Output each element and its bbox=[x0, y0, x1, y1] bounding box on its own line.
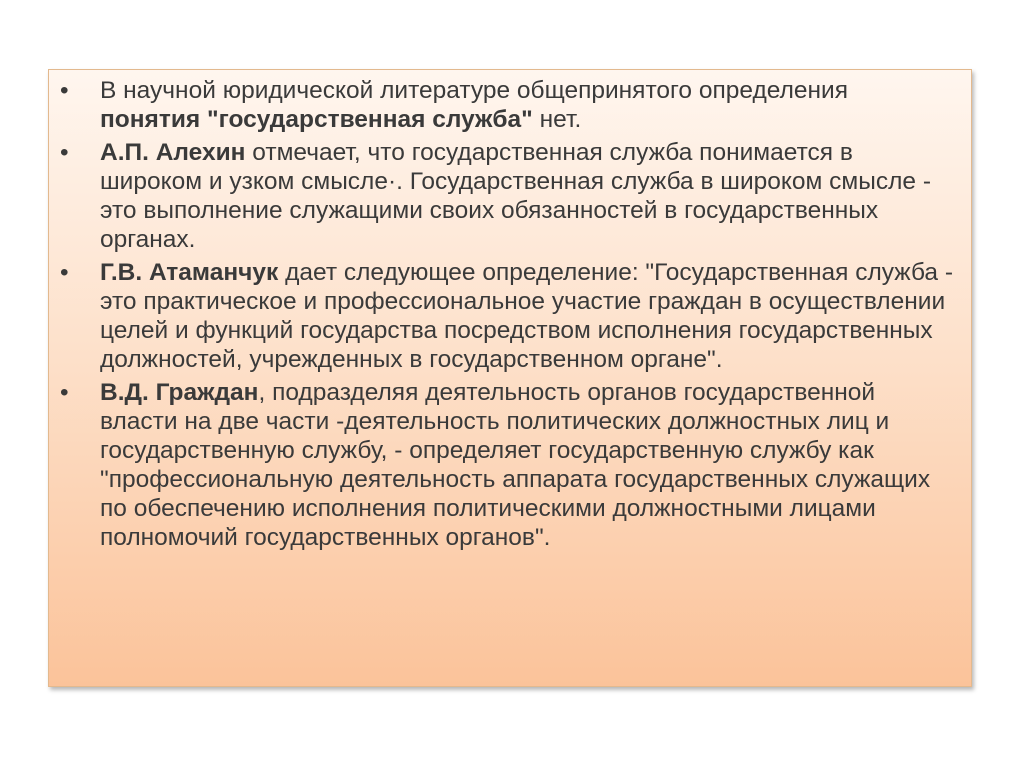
bullet-item bbox=[49, 378, 973, 552]
bullet-text-bold-segment: В.Д. Граждан bbox=[100, 379, 259, 406]
bullet-text-segment: В научной юридической литературе общепринятого определения bbox=[100, 77, 848, 104]
bullet-text-bold-segment: А.П. Алехин bbox=[100, 139, 246, 166]
bullet-text-segment: дает следующее определение: "Государственная служба - это практическое и профессиональное участие граждан в осуществлении целей и функций государства посредством исполнения государственных должностей, учрежденных в государственном органе". bbox=[100, 259, 954, 373]
bullet-text-segment: отмечает, что государственная служба понимается в широком и узком смысле·. Государственная служба в широком смысле - это выполнение служащими своих обязанностей в государственных органах. bbox=[100, 139, 932, 253]
bullet-point-icon: • bbox=[60, 77, 69, 104]
bullet-text-segment: , подразделяя деятельность органов государственной власти на две части -деятельность политических должностных лиц и государственную службу, - определяет государственную службу как "профессиональную деятельность аппарата государственных служащих по обеспечению исполнения политическими должностными лицами полномочий государственных органов". bbox=[100, 379, 931, 551]
bullet-point-icon: • bbox=[60, 259, 69, 286]
bullet-point-icon: • bbox=[60, 139, 69, 166]
bullet-item bbox=[49, 258, 973, 374]
bullet-text-bold-segment: понятия "государственная служба" bbox=[100, 106, 533, 133]
bullet-item bbox=[49, 76, 973, 134]
bullet-item bbox=[49, 138, 973, 254]
content-text-box bbox=[48, 69, 972, 687]
bullet-point-icon: • bbox=[60, 379, 69, 406]
bullet-text-segment: нет. bbox=[532, 106, 582, 133]
bullet-list bbox=[49, 76, 973, 556]
bullet-text-bold-segment: Г.В. Атаманчук bbox=[100, 259, 279, 286]
